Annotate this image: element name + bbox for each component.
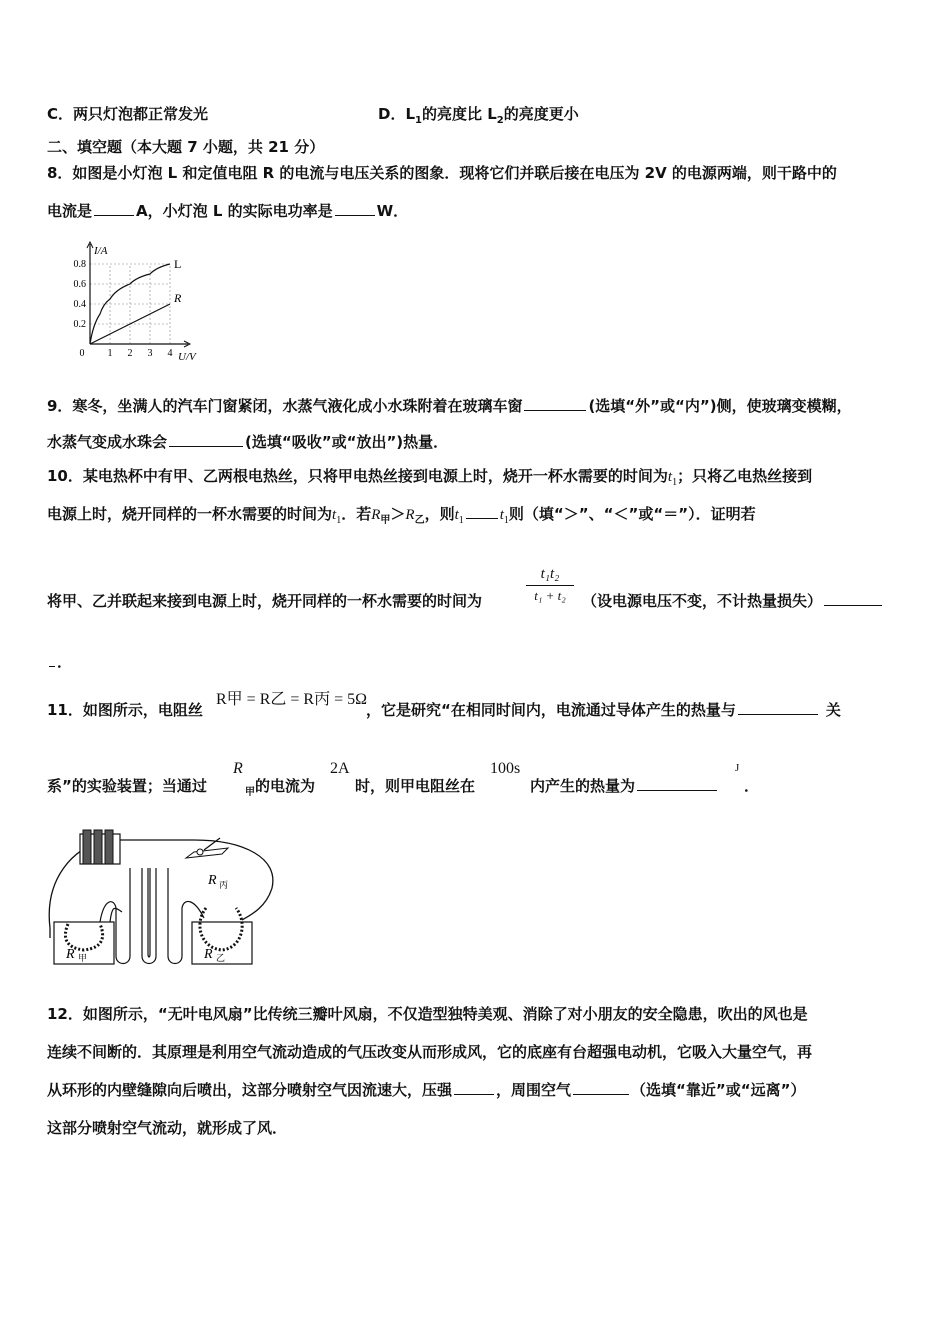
q11-line2-d: 内产生的热量为 [530,775,719,796]
label-r-yi: R [204,947,213,962]
q11-end: ． [744,777,760,795]
q11-line1-b: ，它是研究“在相同时间内，电流通过导体产生的热量与 关 [366,701,841,719]
q11-formula: R甲 = R乙 = R丙 = 5Ω [216,691,367,708]
q10-line1: 10．某电热杯中有甲、乙两根电热丝，只将甲电热丝接到电源上时，烧开一杯水需要的时间为$t_1$；只将乙电热丝接到 [47,467,813,488]
q7-option-c: C．两只灯泡都正常发光 [47,105,209,123]
x-tick-label: 0 [79,348,85,359]
q11-apparatus-figure [44,828,284,968]
x-tick-label: 1 [107,348,113,359]
q8-blank-power[interactable] [335,201,375,216]
q8-iu-chart [56,238,216,360]
q9-blank-heat[interactable] [169,432,243,447]
label-r-jia: R [66,947,75,962]
q11-line2-a: 系”的实验装置；当通过 [47,777,207,795]
q10-line3-a: 将甲、乙并联起来接到电源上时，烧开同样的一杯水需要的时间为 [47,592,483,610]
series-label-R: R [174,291,182,305]
q10-line4: ． [47,651,72,672]
q11-r-symbol: R [233,760,243,777]
label-r-bing-sub: 丙 [219,880,229,890]
q12-blank-pressure[interactable] [454,1080,494,1095]
x-tick-label: 4 [167,348,173,359]
q12-line4: 这部分喷射空气流动，就形成了风． [47,1119,288,1137]
q10-blank-proof[interactable] [824,591,882,606]
battery-icon [80,830,120,864]
q9-line1: 9．寒冬，坐满人的汽车门窗紧闭，水蒸气液化成小水珠附着在玻璃车窗 (选填“外”或“内”)侧，使玻璃变模糊， [47,397,852,415]
q11-unit: J [735,762,740,774]
fraction-numerator: t₁t₂ [540,566,560,582]
q10-blank-compare[interactable] [466,504,498,519]
x-tick-label: 2 [127,348,133,359]
label-r-yi-sub: 乙 [216,953,226,963]
y-axis-label: I/A [94,245,108,257]
q7-option-d: D．$L_1$的亮度比 $L_2$的亮度更小 [378,105,579,126]
series-label-L: L [174,257,182,271]
q11-time: 100s [490,760,521,777]
q10-line3-b: （设电源电压不变，不计热量损失） [582,590,884,611]
q11-blank-relation[interactable] [738,700,818,715]
q8-line2: 电流是 A，小灯泡 L 的实际电功率是 W． [47,202,409,220]
y-tick-label: 0.4 [73,299,86,310]
q9-line2: 水蒸气变成水珠会 (选填“吸收”或“放出”)热量． [47,433,449,451]
y-tick-label: 0.8 [73,259,86,270]
q8-line1: 8．如图是小灯泡 L 和定值电阻 R 的电流与电压关系的图象．现将它们并联后接在电压为 2V 的电源两端，则干路中的 [47,164,837,182]
y-tick-label: 0.6 [73,279,86,290]
q9-blank-side[interactable] [524,396,586,411]
q11-line2-c: 时，则甲电阻丝在 [355,777,476,795]
q11-line2-b: $_甲$的电流为 [245,777,316,798]
q11-current: 2A [330,760,350,777]
q10-fraction [526,566,574,604]
q10-line2: 电源上时，烧开同样的一杯水需要的时间为$t_1$．若$R_甲>R_乙$，则$t_1$ $t_1$则（填“＞”、“＜”或“＝”）．证明若 [47,505,756,526]
x-axis-label: U/V [178,351,196,360]
q11-blank-heat[interactable] [637,776,717,791]
q12-line1: 12．如图所示，“无叶电风扇”比传统三瓣叶风扇，不仅造型独特美观、消除了对小朋友的安全隐患，吹出的风也是 [47,1005,808,1023]
q12-line2: 连续不间断的．其原理是利用空气流动造成的气压改变从而形成风，它的底座有台超强电动机，它吸入大量空气，再 [47,1043,813,1061]
label-r-jia-sub: 甲 [78,953,88,963]
y-tick-label: 0.2 [73,319,86,330]
fraction-denominator: t₁ + t₂ [534,588,566,603]
x-tick-label: 3 [147,348,153,359]
q8-blank-current[interactable] [94,201,134,216]
q12-blank-air[interactable] [573,1080,629,1095]
section-heading: 二、填空题（本大题 7 小题，共 21 分） [47,138,325,156]
q12-line3: 从环形的内壁缝隙向后喷出，这部分喷射空气因流速大，压强 ，周围空气 （选填“靠近”或“远离”） [47,1081,806,1099]
label-r-bing: R [208,873,217,888]
q11-line1-a: 11．如图所示，电阻丝 [47,701,203,719]
